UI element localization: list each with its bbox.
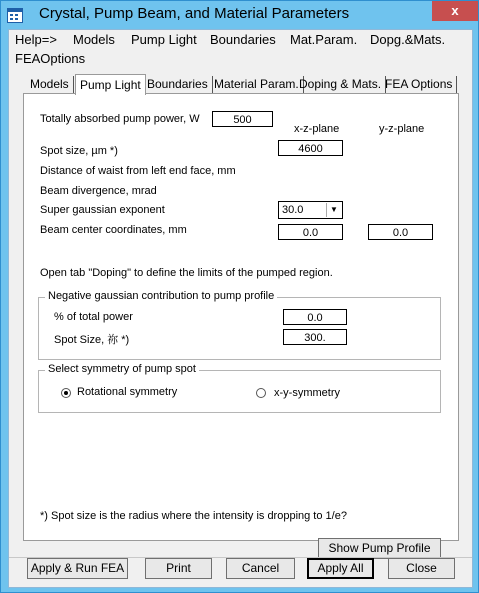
tab-fea-options[interactable]: FEA Options [381, 76, 457, 93]
title-bar [1, 1, 478, 29]
tab-strip [9, 74, 472, 94]
window-title: Crystal, Pump Beam, and Material Parameters [39, 5, 350, 22]
menu-bar [9, 30, 472, 70]
menu-fea-options[interactable]: FEAOptions [15, 51, 86, 66]
percent-power-label: % of total power [54, 311, 133, 323]
xy-symmetry-label[interactable]: x-y-symmetry [274, 387, 340, 399]
yz-plane-header: y-z-plane [379, 123, 425, 135]
tab-material-param[interactable]: Material Param. [210, 76, 304, 93]
rotational-radio[interactable] [61, 388, 71, 398]
spot-size-label: Spot size, µm *) [40, 145, 118, 157]
symmetry-group [38, 363, 441, 413]
absorbed-power-field[interactable]: 500 [212, 111, 273, 127]
symmetry-title: Select symmetry of pump spot [45, 363, 199, 375]
pump-light-panel [23, 93, 459, 555]
menu-models[interactable]: Models [73, 32, 115, 47]
xz-plane-header: x-z-plane [294, 123, 340, 135]
neg-spot-size-label: Spot Size, 祢 *) [54, 334, 130, 346]
negative-gaussian-title: Negative gaussian contribution to pump profile [45, 290, 277, 302]
super-gaussian-value: 30.0 [282, 204, 304, 216]
window-close-button[interactable] [432, 1, 478, 21]
close-button[interactable]: Close [388, 558, 455, 579]
beam-center-label: Beam center coordinates, mm [40, 224, 187, 236]
beam-center-xz-field[interactable]: 0.0 [278, 224, 343, 240]
cancel-button[interactable]: Cancel [226, 558, 295, 579]
negative-gaussian-group [38, 290, 441, 360]
beam-center-yz-field[interactable]: 0.0 [368, 224, 433, 240]
super-gaussian-label: Super gaussian exponent [40, 204, 165, 216]
apply-all-button[interactable]: Apply All [307, 558, 374, 579]
menu-dopg-mats[interactable]: Dopg.&Mats. [370, 32, 446, 47]
tab-models[interactable]: Models [26, 76, 74, 93]
menu-help[interactable]: Help=> [15, 32, 57, 47]
app-icon[interactable] [7, 8, 23, 23]
tab-pump-light[interactable]: Pump Light [75, 74, 146, 95]
super-gaussian-select[interactable] [278, 201, 343, 219]
percent-power-field[interactable]: 0.0 [283, 309, 347, 325]
absorbed-power-label: Totally absorbed pump power, W [40, 113, 200, 125]
close-icon: x [451, 3, 459, 18]
xy-symmetry-radio[interactable] [256, 388, 266, 398]
spot-size-xz-field[interactable]: 4600 [278, 140, 343, 156]
rotational-label[interactable]: Rotational symmetry [77, 386, 178, 398]
show-pump-profile-button[interactable]: Show Pump Profile [318, 538, 441, 559]
tab-doping-mats[interactable]: Doping & Mats. [295, 76, 386, 93]
menu-pump-light[interactable]: Pump Light [131, 32, 197, 47]
waist-distance-label: Distance of waist from left end face, mm [40, 165, 236, 177]
neg-spot-size-field[interactable]: 300. [283, 329, 347, 345]
footnote: *) Spot size is the radius where the intensity is dropping to 1/e? [40, 510, 347, 522]
beam-divergence-label: Beam divergence, mrad [40, 185, 157, 197]
menu-boundaries[interactable]: Boundaries [210, 32, 276, 47]
radio-selected-icon [64, 391, 68, 395]
print-button[interactable]: Print [145, 558, 212, 579]
doping-note: Open tab "Doping" to define the limits of the pumped region. [40, 267, 333, 279]
tab-boundaries[interactable]: Boundaries [143, 76, 213, 93]
chevron-down-icon[interactable]: ▼ [326, 203, 341, 217]
dialog-client [8, 29, 473, 588]
apply-run-fea-button[interactable]: Apply & Run FEA [27, 558, 128, 579]
menu-mat-param[interactable]: Mat.Param. [290, 32, 358, 47]
